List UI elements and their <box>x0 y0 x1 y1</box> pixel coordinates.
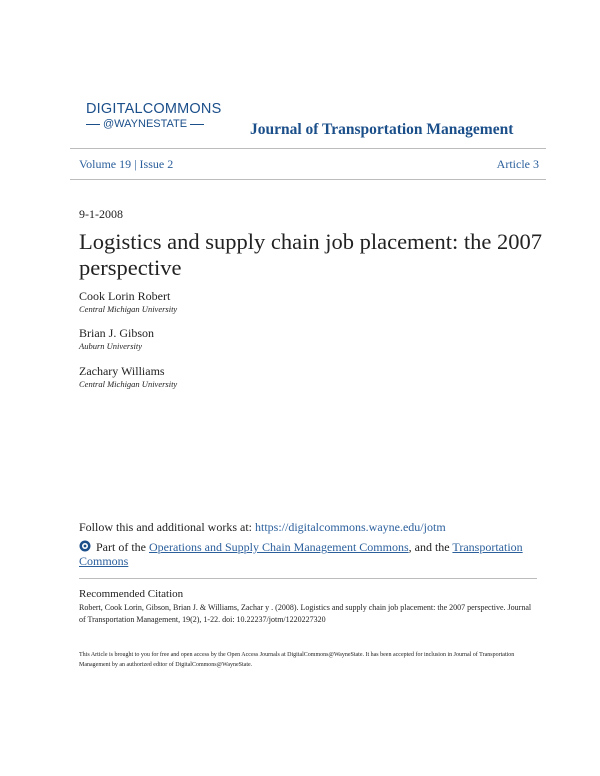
header-divider <box>70 148 546 149</box>
access-footnote: This Article is brought to you for free and open access by the Open Access Journals at DigitalCommons@WayneState. It has been accepted for inclusion in Journal of Transportation Management by an authorized editor of DigitalCommons@WayneState. <box>79 652 515 668</box>
logo-rule-left <box>86 124 100 125</box>
author-block <box>79 364 177 390</box>
author-name: Cook Lorin Robert <box>79 289 171 303</box>
author-block <box>79 326 154 352</box>
recommended-citation-text: Robert, Cook Lorin, Gibson, Brian J. & Williams, Zachar y . (2008). Logistics and supply chain job placement: the 2007 perspective. Journal of Transportation Management, 19(2), 1-22. doi: 10.22237/jotm/1220227320 <box>79 603 532 624</box>
follow-line <box>79 520 446 535</box>
author-affiliation: Central Michigan University <box>79 379 178 389</box>
issue-link[interactable]: Issue 2 <box>139 157 174 171</box>
follow-prefix: Follow this and additional works at: <box>79 520 255 534</box>
part-of-prefix: Part of the <box>96 540 149 554</box>
author-block <box>79 289 177 315</box>
volume-issue <box>79 157 173 172</box>
logo-rule-right <box>190 124 204 125</box>
part-of-line <box>79 540 539 568</box>
author-affiliation: Auburn University <box>79 341 143 351</box>
digitalcommons-logo[interactable] <box>86 102 222 130</box>
volume-link[interactable]: Volume 19 <box>79 157 132 171</box>
recommended-citation-heading: Recommended Citation <box>79 588 184 600</box>
journal-title-link[interactable]: Journal of Transportation Management <box>250 121 514 138</box>
logo-top-text: DIGITALCOMMONS <box>86 101 222 117</box>
publication-date: 9-1-2008 <box>79 207 123 221</box>
logo-bottom-row <box>86 118 222 130</box>
follow-url-link[interactable]: https://digitalcommons.wayne.edu/jotm <box>255 520 446 534</box>
network-commons-icon <box>79 540 91 552</box>
article-number-link[interactable]: Article 3 <box>496 157 539 171</box>
transportation-commons-link[interactable]: Transportation Commons <box>79 540 523 568</box>
volume-issue-separator: | <box>134 157 137 171</box>
nav-divider <box>70 179 546 180</box>
author-name: Brian J. Gibson <box>79 326 154 340</box>
article-title: Logistics and supply chain job placement: the 2007 perspective <box>79 229 543 280</box>
part-of-middle: , and the <box>408 540 453 554</box>
operations-commons-link[interactable]: Operations and Supply Chain Management Commons <box>149 540 409 554</box>
author-affiliation: Central Michigan University <box>79 304 178 314</box>
author-name: Zachary Williams <box>79 364 165 378</box>
citation-divider <box>79 578 537 579</box>
logo-bottom-text: @WAYNESTATE <box>103 118 188 130</box>
